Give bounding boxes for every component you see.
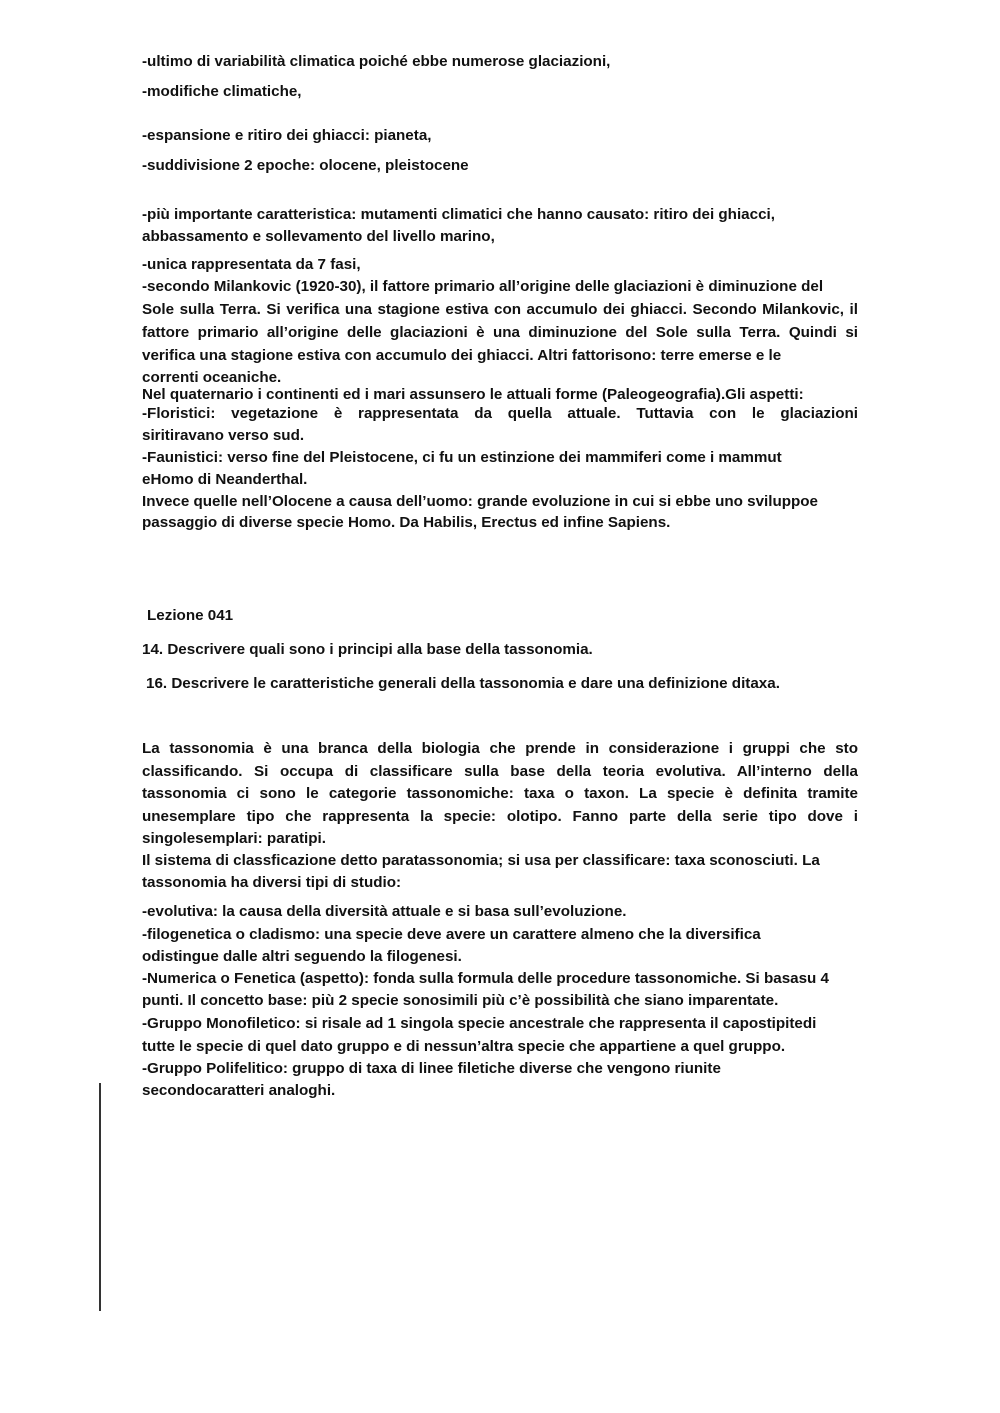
text-line: La tassonomia è una branca della biologia che prende in considerazione i gruppi che sto: [142, 740, 858, 757]
text-line: -Gruppo Polifelitico: gruppo di taxa di linee filetiche diverse che vengono riunite: [142, 1060, 721, 1077]
text-line: abbassamento e sollevamento del livello marino,: [142, 228, 495, 245]
text-line: -suddivisione 2 epoche: olocene, pleistocene: [142, 157, 469, 174]
text-line: -evolutiva: la causa della diversità attuale e si basa sull’evoluzione.: [142, 903, 627, 920]
question-14: 14. Descrivere quali sono i principi alla base della tassonomia.: [142, 641, 593, 658]
text-line: -Floristici: vegetazione è rappresentata da quella attuale. Tuttavia con le glaciazioni: [142, 405, 858, 422]
text-line: fattore primario all’origine delle glaciazioni è una diminuzione del Sole sulla Terra. Quindi si: [142, 324, 858, 341]
text-line: singolesemplari: paratipi.: [142, 830, 326, 847]
text-line: classificando. Si occupa di classificare sulla base della teoria evolutiva. All’interno della: [142, 763, 858, 780]
text-line: tassonomia ci sono le categorie tassonomiche: taxa o taxon. La specie è definita tramite: [142, 785, 858, 802]
text-line: -espansione e ritiro dei ghiacci: pianeta,: [142, 127, 432, 144]
text-line: eHomo di Neanderthal.: [142, 471, 308, 488]
margin-rule: [99, 1083, 101, 1311]
text-line: -ultimo di variabilità climatica poiché ebbe numerose glaciazioni,: [142, 53, 611, 70]
text-line: siritiravano verso sud.: [142, 427, 305, 444]
text-line: tassonomia ha diversi tipi di studio:: [142, 874, 402, 891]
text-line: passaggio di diverse specie Homo. Da Habilis, Erectus ed infine Sapiens.: [142, 514, 671, 531]
text-line: unesemplare tipo che rappresenta la specie: olotipo. Fanno parte della serie tipo dove i: [142, 808, 858, 825]
text-line: Sole sulla Terra. Si verifica una stagione estiva con accumulo dei ghiacci. Secondo Milankovic, il: [142, 301, 858, 318]
text-line: -più importante caratteristica: mutamenti climatici che hanno causato: ritiro dei ghiacci,: [142, 206, 775, 223]
text-line: -unica rappresentata da 7 fasi,: [142, 256, 361, 273]
text-line: -Numerica o Fenetica (aspetto): fonda sulla formula delle procedure tassonomiche. Si basasu 4: [142, 970, 829, 987]
text-line: -Gruppo Monofiletico: si risale ad 1 singola specie ancestrale che rappresenta il capostipitedi: [142, 1015, 817, 1032]
text-line: verifica una stagione estiva con accumulo dei ghiacci. Altri fattorisono: terre emerse e le: [142, 347, 782, 364]
lesson-title: Lezione 041: [147, 607, 234, 624]
text-line: -modifiche climatiche,: [142, 83, 302, 100]
text-line: Invece quelle nell’Olocene a causa dell’uomo: grande evoluzione in cui si ebbe uno sviluppoe: [142, 493, 819, 510]
text-line: -Faunistici: verso fine del Pleistocene, ci fu un estinzione dei mammiferi come i mammut: [142, 449, 782, 466]
text-line: Il sistema di classficazione detto paratassonomia; si usa per classificare: taxa sconosciuti. La: [142, 852, 820, 869]
text-line: tutte le specie di quel dato gruppo e di nessun’altra specie che appartiene a quel gruppo.: [142, 1038, 786, 1055]
text-line: punti. Il concetto base: più 2 specie sonosimili più c’è possibilità che siano imparentate.: [142, 992, 779, 1009]
text-line: Nel quaternario i continenti ed i mari assunsero le attuali forme (Paleogeografia).Gli aspetti:: [142, 386, 804, 403]
text-line: -filogenetica o cladismo: una specie deve avere un carattere almeno che la diversifica: [142, 926, 761, 943]
text-line: secondocaratteri analoghi.: [142, 1082, 336, 1099]
text-line: odistingue dalle altri seguendo la filogenesi.: [142, 948, 462, 965]
question-16: 16. Descrivere le caratteristiche generali della tassonomia e dare una definizione ditaxa.: [146, 675, 780, 692]
text-line: correnti oceaniche.: [142, 369, 282, 386]
text-line: -secondo Milankovic (1920-30), il fattore primario all’origine delle glaciazioni è diminuzione del: [142, 278, 824, 295]
